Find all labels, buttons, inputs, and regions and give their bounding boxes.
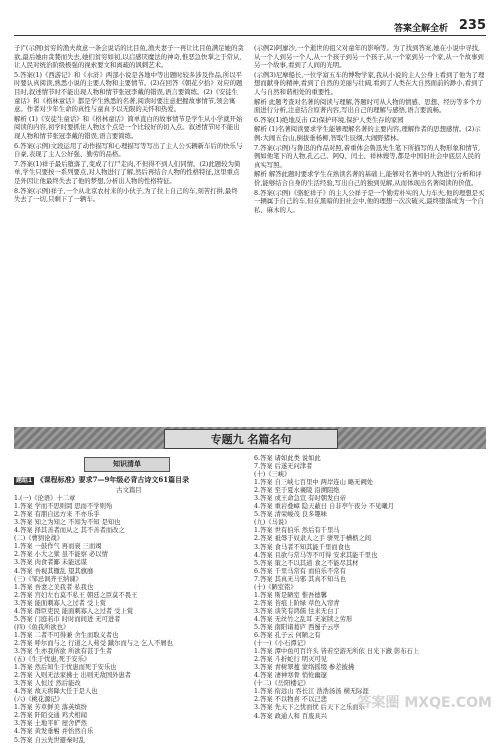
- answer-line: 5.答案 策之不以其道 食之不能尽其材: [254, 559, 359, 567]
- answer-line: 1.答案 二者不可得兼 舍生而取义者也: [14, 631, 119, 639]
- paragraph: 5.答案(1)《西游记》和《水浒》两部小说是各地中等出题时较多涉及作品,所以平时要认真阅读,熟悉小说的主要人物和主要情节。(2)在回答《朝花夕拾》对应的题目时,叙述情节时不能出现人物和情节张冠李戴的错误,语言要简练。(2)《安徒生童话》和《格林童话》都是学生熟悉的名著,阅读时要注意把握故事情节,领会寓意。作者对少年生命的真性与童真予以无限的关怀和热爱。: [14, 70, 243, 114]
- paragraph: 7.答案(示例)与鲁迅的作品对照,着重体会鲁迅先生笔下所描写的人物形象和情节,例如他笔下的人物,孔乙己、阿Q、闰土、祥林嫂等,都是中国旧社会中底层人民的真实写照。: [254, 143, 481, 169]
- answer-line: 4.答案 群臣吏民 能面刺寡人之过者 受上赏: [14, 607, 134, 615]
- bottom-right-column: [254, 455, 486, 720]
- answer-line: 7.答案 其真无马邪 其真不知马也: [254, 575, 346, 583]
- section-title: 专题九 名篇名句: [164, 429, 338, 449]
- watermark: 答案圈 MXQE.COM: [357, 695, 492, 711]
- answer-line: 3.答案 谈笑有鸿儒 往来无白丁: [254, 607, 340, 615]
- answer-line: 4.答案 重岩叠嶂 隐天蔽日 自非亭午夜分 不见曦月: [254, 503, 394, 511]
- answer-line: 4.答案 且欲与常马等不可得 安求其能千里也: [254, 551, 378, 559]
- answer-line: (十二)《岳阳楼记》: [254, 680, 310, 688]
- answer-line: 3.答案 知之为知之 不知为不知 是知也: [14, 519, 121, 527]
- answer-line: 3.答案 先天下之忧而忧 后天下之乐而乐: [254, 704, 365, 712]
- answer-line: 6.答案 孔子云 何陋之有: [254, 632, 321, 640]
- answer-line: (六)《桃花源记》: [14, 696, 63, 704]
- answer-line: 1.答案 芳草鲜美 落英缤纷: [14, 704, 87, 712]
- answer-line: (十)《三峡》: [254, 471, 291, 479]
- answer-line: 3.答案 食马者不知其能千里而食也: [254, 543, 351, 551]
- answer-line: 1.答案 然后知生于忧患而死于安乐也: [14, 664, 117, 672]
- answer-line: (十一)《小石潭记》: [254, 640, 310, 648]
- header-divider: [14, 35, 486, 36]
- answer-line: 2.答案 有朋自远方来 不亦乐乎: [14, 511, 100, 519]
- answer-line: 1.答案 吾妻之美我者 私我也: [14, 583, 94, 591]
- page-header: [0, 0, 500, 40]
- answer-line: 1.(一)《论语》十二章: [14, 495, 76, 503]
- paragraph: (示例2)阿廖沙,一个逝世的祖父对童年的影响等。为了找到答案,她在小说中寻找,从一个人到另一个人,从一个孩子到另一个孩子,从一个家到另一个家,从一个故事到另一个故事,看到了人间的光明。: [254, 44, 484, 70]
- answer-line: (十)《陋室铭》: [254, 583, 297, 591]
- paragraph: (示例3)尼摩船长,一位学富五车的博物学家,我从小说的主人公身上看到了他为了理想而献身的精神,看到了自然的美丽与壮阔,看到了人类在大自然面前的渺小,看到了人与自然和谐相处的重要性。: [254, 70, 485, 96]
- answer-line: 4.答案 故天将降大任于是人也: [14, 688, 98, 696]
- answer-line: 6.答案 诸如此类 说如此: [254, 455, 321, 462]
- answer-line: 1.答案 斯是陋室 惟吾德馨: [254, 591, 327, 599]
- question-group-title: 《课程标准》要求7—9年级必背古诗文61篇目录: [36, 475, 190, 484]
- question-group-heading: [14, 476, 244, 485]
- paragraph: 解析 此题考查对名著的阅读与理解,答题时可从人物的情感、思想、经历等多个方面进行分析,注意结合原著内容,写出自己的理解与感悟,语言要流畅。: [254, 97, 482, 115]
- answer-line: 7.答案 后遂无问津者: [254, 463, 313, 471]
- answer-line: 1.答案 世有伯乐 然后有千里马: [254, 527, 340, 535]
- answer-line: 1.答案 一鼓作气 再而衰 三而竭: [14, 543, 102, 551]
- answer-line: (九)《马说》: [254, 519, 291, 527]
- top-left-column: [14, 44, 244, 422]
- answer-line: (三)《邹忌讽齐王纳谏》: [14, 575, 82, 583]
- page-number: 235: [458, 18, 486, 33]
- paragraph: 6.答案(1)绝地反击 (2)保护环境,保护人类生存的家园: [254, 115, 404, 124]
- answer-line: 3.答案 人恒过 然后能改: [14, 680, 81, 688]
- answer-line: 4.答案 无丝竹之乱耳 无案牍之劳形: [254, 615, 353, 623]
- paragraph: 6.答案(示例)文段运用了动作描写和心理描写等写出了主人公买辆新车后的快乐与自豪,表现了主人公好强、勤劳的品格。: [14, 141, 243, 159]
- knowledge-box-label: 知识清单: [84, 457, 170, 472]
- question-group-tag: 题组1: [16, 477, 33, 484]
- paragraph: 8.答案(示例)祥子,一个从北京农村来的小伙子,为了拉上自己的车,刻苦打拼,最终失去了一切,只剩下了一辆车。: [14, 186, 238, 204]
- answer-line: 3.答案 或王命急宣 有时朝发白帝: [254, 495, 346, 503]
- answer-line: 2.答案 斗折蛇行 明灭可见: [254, 656, 327, 664]
- answer-line: 2.答案 小大之狱 虽不能察 必以情: [14, 551, 108, 559]
- answer-line: 3.答案 肉食者鄙 未能远谋: [14, 559, 87, 567]
- answer-line: 4.答案 黄发垂髫 并怡然自乐: [14, 728, 94, 736]
- paragraph: 7.答案(1)祥子最后堕落了,变成了行尸走肉,不但得不到人们同情。(2)此题较为简单,学生只要按一系列要点,对人物进行了解,然后再结合人物的性格特征,这里重点是外因让他最终失去了他的梦想,分析出人物的性格特征。: [14, 159, 241, 185]
- answer-line: 6.答案 千里马常有 而伯乐不常有: [254, 567, 346, 575]
- answer-line: 5.答案 门庭若市 时时而间进 无可进者: [14, 615, 121, 623]
- answer-line: (四)《鱼我所欲也》: [14, 623, 70, 631]
- answer-line: 5.答案 清荣峻茂 良多趣味: [254, 511, 327, 519]
- answer-line: 5.答案 自云先世避秦时乱: [14, 736, 85, 744]
- answer-line: 3.答案 土地平旷 屋舍俨然: [14, 720, 87, 728]
- answer-line: 2.答案 苔痕上阶绿 草色入帘青: [254, 599, 340, 607]
- paragraph: 子)"(示例)贫穷的渔夫故意一条会说话的比目鱼,渔夫妻子一再让比目鱼满足她的贪欲,最后她由贪婪而失去,她们贫穷如初,以启感厌魔法的神奇,惟恶急快掌之于常从,让人民对统治阶级极强的视索要文和离疏的讽刺艺术。: [14, 44, 244, 70]
- answer-line: 1.答案 自三峡七百里中 两岸连山 略无阙处: [254, 479, 374, 487]
- answer-line: 2.答案 宫妇左右莫不私王 朝廷之臣莫不畏王: [14, 591, 138, 599]
- header-title: 答案全解全析: [393, 24, 448, 34]
- paragraph: 8.答案(示例)《骆驼祥子》的主人公祥子是一个勤劳朴实的人力车夫,他的理想是买一辆属于自己的车,但在黑暗的旧社会中,他的理想一次次破灭,最终堕落成为一个自私、麻木的人。: [254, 188, 485, 214]
- answer-list: [254, 455, 486, 721]
- answer-line: 1.答案 潭中鱼可百许头 皆若空游无所依 日光下澈 影布石上: [254, 648, 420, 656]
- answer-line: 2.答案 呼尔而与之 行道之人弗受 蹴尔而与之 乞人不屑也: [14, 639, 173, 647]
- answer-line: 5.答案 南阳诸葛庐 西蜀子云亭: [254, 623, 340, 631]
- section-banner: [14, 427, 486, 449]
- answer-line: 2.答案 祗辱于奴隶人之手 骈死于槽枥之间: [254, 535, 372, 543]
- answer-line: 2.答案 不以物喜 不以己悲: [254, 696, 327, 704]
- subtitle: 古文篇目: [116, 487, 142, 495]
- answer-line: 2.答案 入则无法家拂士 出则无敌国外患者: [14, 672, 132, 680]
- answer-line: (二)《曹刿论战》: [14, 535, 63, 543]
- answer-line: 1.答案 衔远山 吞长江 浩浩汤汤 横无际涯: [254, 688, 369, 696]
- top-right-column: [254, 44, 486, 422]
- paragraph: 解析 (1)《安徒生童话》和《格林童话》简单直白的故事情节是学生从小学就开始阅读的内容,初学时要抓住人物这个点是一个比较好的切入点。叙述情节时不能出现人物和情节张冠李戴的错误,语言要简练。: [14, 114, 243, 140]
- answer-line: 1.答案 学而不思则罔 思而不学则殆: [14, 503, 113, 511]
- answer-line: 2.答案 至于夏水襄陵 沿溯阻绝: [254, 487, 340, 495]
- bottom-left-column: [14, 455, 244, 744]
- answer-line: 3.答案 生亦我所欲 所欲有甚于生者: [14, 647, 113, 655]
- answer-line: 4.答案 吾视其辙乱 望其旗靡: [14, 567, 94, 575]
- answer-line: 2.答案 阡陌交通 鸡犬相闻: [14, 712, 87, 720]
- answer-line: 4.答案 凄神寒骨 悄怆幽邃: [254, 672, 327, 680]
- answer-line: 3.答案 能面刺寡人之过者 受上赏: [14, 599, 106, 607]
- answer-line: 4.答案 择其善者而从之 其不善者而改之: [14, 527, 125, 535]
- answer-line: 4.答案 政通人和 百废具兴: [254, 712, 327, 720]
- answer-line: 3.答案 青树翠蔓 蒙络摇缀 参差披拂: [254, 664, 355, 672]
- answer-line: (五)《生于忧患,死于安乐》: [14, 656, 91, 664]
- paragraph: 解析 (1)名著阅读要求学生能够理解名著的主要内容,理解作者的思想感情。(2)示例:大闹五台山,倒拔垂杨柳,智取生辰纲,大闹野猪林。: [254, 125, 481, 142]
- paragraph: 解析 解答此题时要求学生在熟读名著的基础上,能够对名著中的人物进行分析和评价,能够结合自身的生活经验,写出自己的独到见解,从而体现出名著阅读的价值。: [254, 170, 482, 187]
- answer-list: [14, 495, 244, 744]
